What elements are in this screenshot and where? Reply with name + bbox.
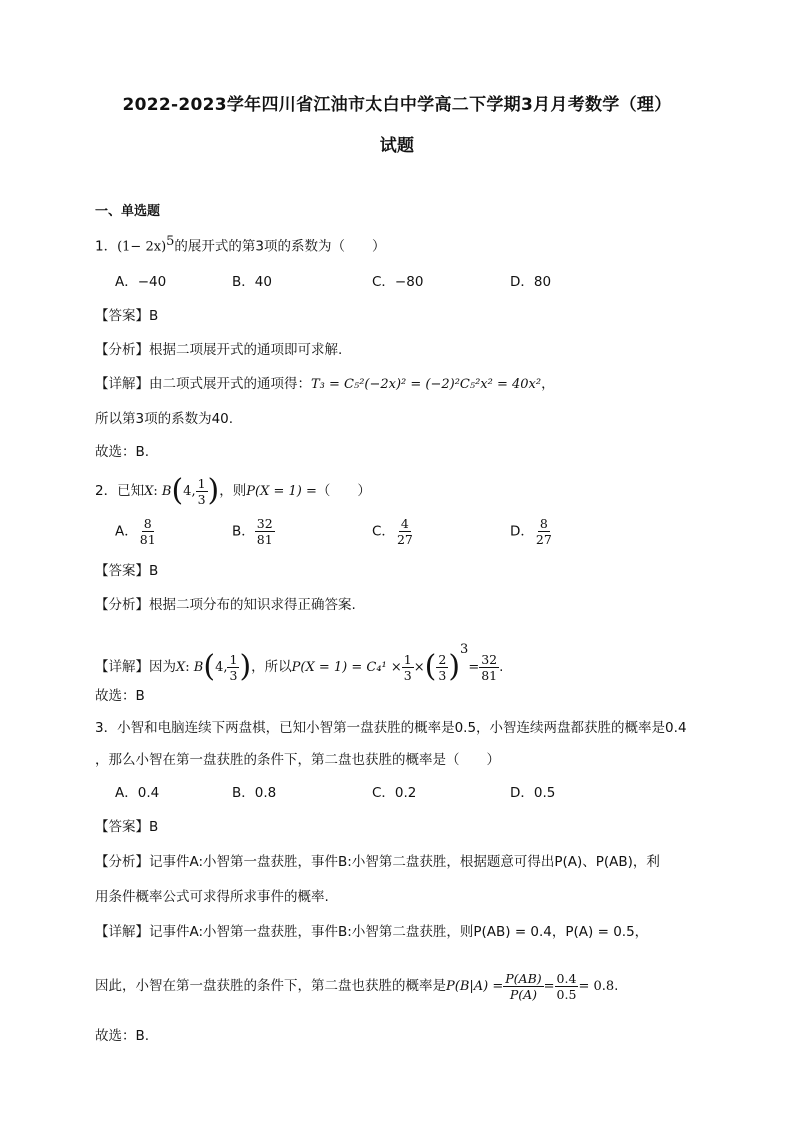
q3-option-c: C．0.2 (372, 785, 417, 801)
q2-detail-p-num: 1 (229, 651, 238, 667)
q1-analysis (95, 340, 342, 360)
q2-choose: 故选：B (95, 688, 145, 704)
q3-text-1: 小智和电脑连续下两盘棋，已知小智第一盘获胜的概率是0.5，小智连续两盘都获胜的概率是0.4 (117, 720, 687, 736)
q2-analysis (95, 595, 356, 615)
q2-option-a-num: 8 (143, 516, 152, 531)
q2-detail-prob: P(X = 1) = C₄¹ × (291, 660, 402, 675)
q3-detail-pre: 因此，小智在第一盘获胜的条件下，第二盘也获胜的概率是 (95, 978, 446, 994)
q1-option-c: C．−80 (372, 274, 424, 290)
q2-detail-pre: 因为 (149, 659, 176, 675)
detail-tag: 【详解】 (95, 659, 149, 675)
q2-analysis-text: 根据二项分布的知识求得正确答案. (149, 597, 356, 613)
q2-detail-f2-num: 2 (438, 651, 447, 667)
q2-detail-eq: = (468, 660, 480, 675)
q3-detail-line1 (95, 922, 648, 942)
answer-tag: 【答案】 (95, 308, 149, 324)
q3-number: 3． (95, 720, 118, 736)
q2-option-b (232, 516, 275, 547)
q3-analysis-line1 (95, 852, 660, 872)
q3-detail-cond: P(B|A) = (446, 979, 504, 994)
q2-detail-f2-den: 3 (438, 667, 447, 683)
q3-detail-text-1: 记事件A:小智第一盘获胜，事件B:小智第二盘获胜，则P(AB) = 0.4，P(A) = 0.5， (149, 924, 649, 940)
q3-choose: 故选：B. (95, 1028, 150, 1044)
q2-detail-p-den: 3 (229, 667, 238, 683)
q2-detail-param-n: 4 (215, 660, 224, 675)
q2-detail-mid: ，所以 (251, 659, 292, 675)
q2-option-d-num: 8 (539, 516, 548, 531)
q2-dist: B (161, 484, 172, 499)
q1-expression: (1− 2x) (117, 239, 167, 255)
q3-detail-eq1: = (543, 979, 555, 994)
q3-analysis-text-1: 记事件A:小智第一盘获胜，事件B:小智第二盘获胜，根据题意可得出P(A)、P(AB)，利 (149, 854, 660, 870)
page-title-line1: 2022-2023学年四川省江油市太白中学高二下学期3月月考数学（理） (122, 95, 672, 115)
q2-detail-dist: B (193, 660, 204, 675)
detail-tag: 【详解】 (95, 376, 149, 392)
detail-tag: 【详解】 (95, 924, 149, 940)
q3-option-b: B．0.8 (232, 785, 277, 801)
q3-option-d: D．0.5 (510, 785, 556, 801)
answer-tag: 【答案】 (95, 563, 149, 579)
q1-number: 1． (95, 238, 118, 255)
q2-detail-times: × (413, 660, 425, 675)
q1-detail (95, 374, 555, 395)
q2-option-c-label: C． (372, 523, 395, 540)
q2-param-p-den: 3 (197, 491, 206, 507)
q1-analysis-text: 根据二项展开式的通项即可求解. (149, 342, 343, 358)
analysis-tag: 【分析】 (95, 342, 149, 358)
q2-number: 2． (95, 483, 118, 499)
q1-exponent: 5 (166, 234, 175, 249)
q3-detail-result: = 0.8 (578, 979, 615, 994)
q1-answer-value: B (149, 308, 159, 324)
q2-detail-var: X (176, 660, 186, 675)
q2-option-d-den: 27 (535, 532, 552, 547)
analysis-tag: 【分析】 (95, 854, 149, 870)
q2-var: X (144, 484, 154, 499)
q3-detail-f2-den: 0.5 (556, 986, 577, 1002)
q2-detail-f1-den: 3 (403, 667, 412, 683)
q2-param-p-num: 1 (197, 475, 206, 491)
q3-option-a: A．0.4 (115, 785, 160, 801)
answer-tag: 【答案】 (95, 819, 149, 835)
q3-detail-f1-den: P(A) (509, 986, 538, 1002)
q3-detail-f1-num: P(AB) (505, 970, 542, 986)
page-title-line2: 试题 (379, 136, 415, 156)
question-1 (95, 232, 386, 258)
q2-text-pre: 已知 (117, 483, 145, 499)
q2-text-mid: ，则 (219, 483, 247, 499)
q3-analysis-line2: 用条件概率公式可求得所求事件的概率. (95, 889, 329, 905)
analysis-tag: 【分析】 (95, 597, 149, 613)
q3-text-line1 (95, 718, 687, 738)
q3-detail-line2 (95, 968, 618, 1005)
q2-detail-result-den: 81 (481, 667, 498, 683)
q1-detail-text: 由二项式展开式的通项得： (149, 376, 311, 392)
q1-conclusion: 所以第3项的系数为40. (95, 411, 234, 427)
q1-option-b: B．40 (232, 274, 272, 290)
q2-answer-value: B (149, 563, 159, 579)
q1-choose: 故选：B. (95, 444, 150, 460)
q2-option-c-num: 4 (400, 516, 409, 531)
section-heading: 一、单选题 (95, 204, 161, 219)
q2-option-a-den: 81 (139, 532, 156, 547)
q3-detail-end: . (614, 978, 619, 994)
q2-detail-cube: 3 (460, 642, 469, 657)
q2-detail-end: . (499, 659, 504, 675)
q1-option-a: A．−40 (115, 274, 167, 290)
q2-option-c-den: 27 (396, 532, 413, 547)
q2-option-d-label: D． (510, 523, 534, 540)
q1-detail-formula: T₃ = C₅²(−2x)² = (−2)²C₅²x² = 40x² (311, 377, 542, 392)
q3-detail-f2-num: 0.4 (556, 970, 577, 986)
q2-option-a (115, 516, 158, 547)
q2-param-p (196, 476, 208, 507)
q3-text-line2: ，那么小智在第一盘获胜的条件下，第二盘也获胜的概率是（ ） (95, 752, 500, 768)
q2-option-c (372, 516, 415, 547)
q1-option-d: D．80 (510, 274, 552, 290)
q2-param-n: 4 (183, 484, 192, 499)
question-2: 2．已知X: B(4, $\frac{1}{3}$ )，则P(X = 1) =（ ） (95, 473, 371, 508)
q2-detail-f1-num: 1 (403, 651, 412, 667)
q2-prob: P(X = 1) = (246, 484, 317, 499)
q2-option-a-label: A． (115, 523, 138, 540)
q3-answer-value: B (149, 819, 159, 835)
q2-text-end: （ ） (316, 483, 371, 499)
q2-answer (95, 561, 158, 581)
q1-answer (95, 306, 158, 326)
q2-option-b-label: B． (232, 523, 255, 540)
q2-option-b-den: 81 (256, 532, 273, 547)
q2-detail-result-num: 32 (481, 651, 498, 667)
q2-detail: 【详解】因为X: B(4, $\frac{1}{3}$ )，所以P(X = 1) = C₄¹ × $\frac{1}{3}$ ×( $\frac{2}{3}$ )$^3$= $\frac{32}{81}$ . (95, 642, 504, 684)
q3-answer (95, 817, 158, 837)
q1-text: 的展开式的第3项的系数为（ ） (174, 238, 386, 255)
q2-option-b-num: 32 (256, 516, 273, 531)
q2-option-d (510, 516, 554, 547)
q1-detail-end: ， (541, 376, 555, 392)
